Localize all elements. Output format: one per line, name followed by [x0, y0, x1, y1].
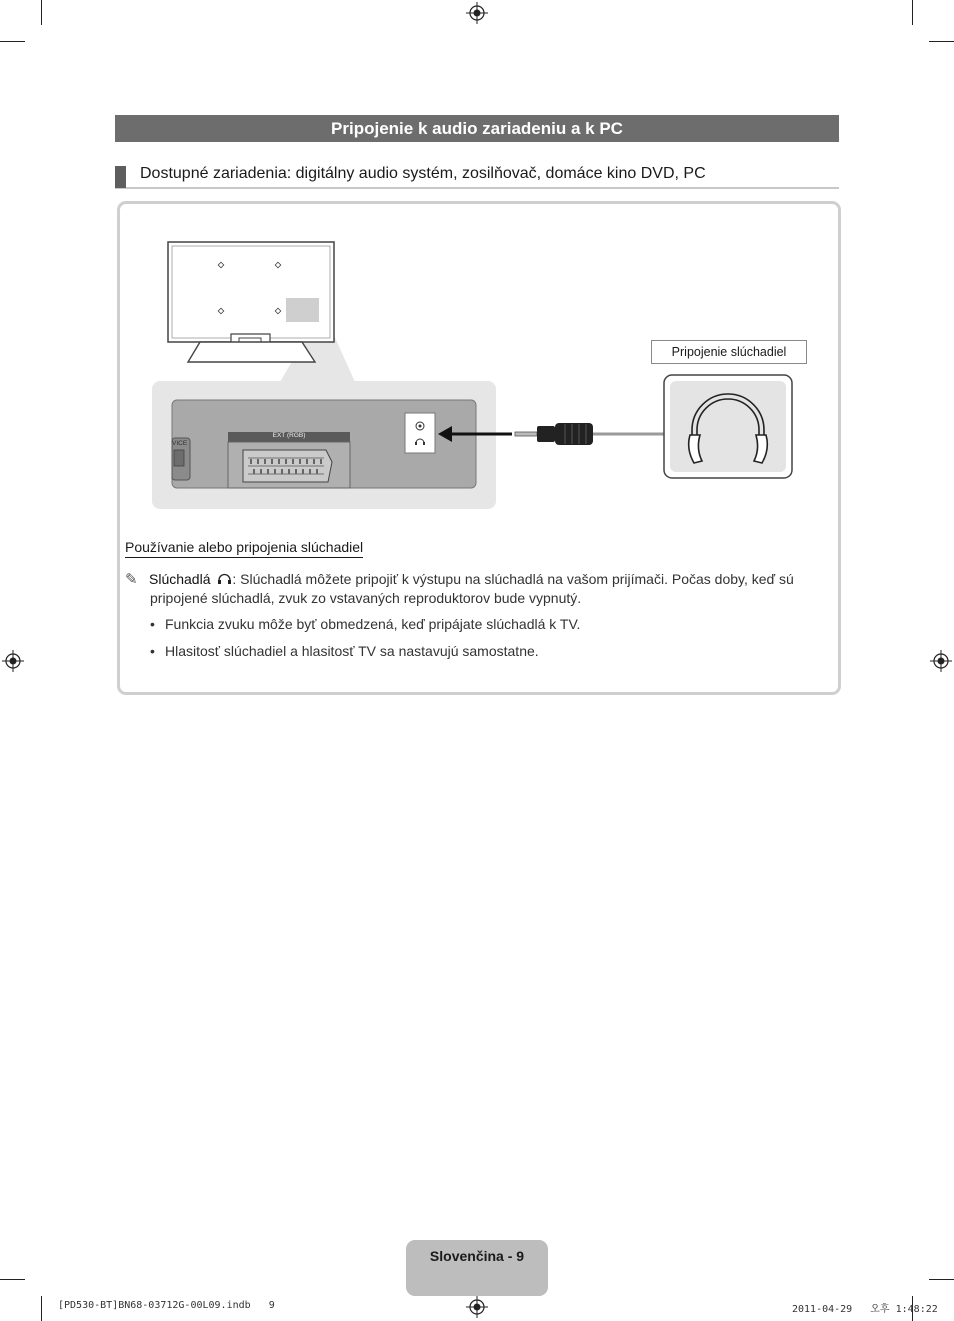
audio-plug-icon [515, 423, 593, 445]
bullet-icon: • [150, 616, 155, 632]
available-devices-text: Dostupné zariadenia: digitálny audio systém, zosilňovač, domáce kino DVD, PC [140, 165, 706, 182]
usage-title: Používanie alebo pripojenia slúchadiel [125, 539, 363, 558]
bullet-text: Hlasitosť slúchadiel a hlasitosť TV sa nastavujú samostatne. [165, 643, 539, 659]
heading-marker [115, 166, 126, 188]
note-pencil-icon: ✎ [125, 571, 138, 588]
list-item [150, 643, 539, 659]
side-port-label: VICE [172, 440, 188, 447]
list-item [150, 616, 580, 632]
note-term: Slúchadlá [149, 571, 211, 587]
registration-mark-icon [930, 650, 952, 672]
note-text: : Slúchadlá môžete pripojiť k výstupu na slúchadlá na vašom prijímači. Počas doby, keď sú [232, 571, 794, 587]
connection-diagram [140, 230, 820, 520]
page-number-tab: Slovenčina - 9 [406, 1240, 548, 1296]
available-devices-heading [115, 163, 839, 189]
headphone-note [125, 570, 835, 608]
crop-mark [929, 41, 954, 42]
crop-mark [0, 41, 25, 42]
crop-mark [0, 1279, 25, 1280]
print-date: 2011-04-29 오후 1:48:22 [792, 1304, 938, 1315]
crop-mark [41, 0, 42, 25]
scart-port-label: EXT (RGB) [272, 432, 306, 439]
bullet-icon: • [150, 643, 155, 659]
registration-mark-icon [466, 2, 488, 24]
headphone-icon [217, 573, 232, 585]
registration-mark-icon [466, 1296, 488, 1318]
note-text-continued: pripojené slúchadlá, zvuk zo vstavaných reproduktorov bude vypnutý. [150, 590, 582, 606]
section-title: Pripojenie k audio zariadeniu a k PC [115, 115, 839, 142]
file-info: [PD530-BT]BN68-03712G-00L09.indb 9 [58, 1300, 275, 1311]
bullet-text: Funkcia zvuku môže byť obmedzená, keď pripájate slúchadlá k TV. [165, 616, 581, 632]
crop-mark [912, 0, 913, 25]
headphone-jack [405, 413, 435, 453]
crop-mark [41, 1296, 42, 1321]
registration-mark-icon [2, 650, 24, 672]
crop-mark [929, 1279, 954, 1280]
headphone-connection-label: Pripojenie slúchadiel [651, 340, 807, 364]
